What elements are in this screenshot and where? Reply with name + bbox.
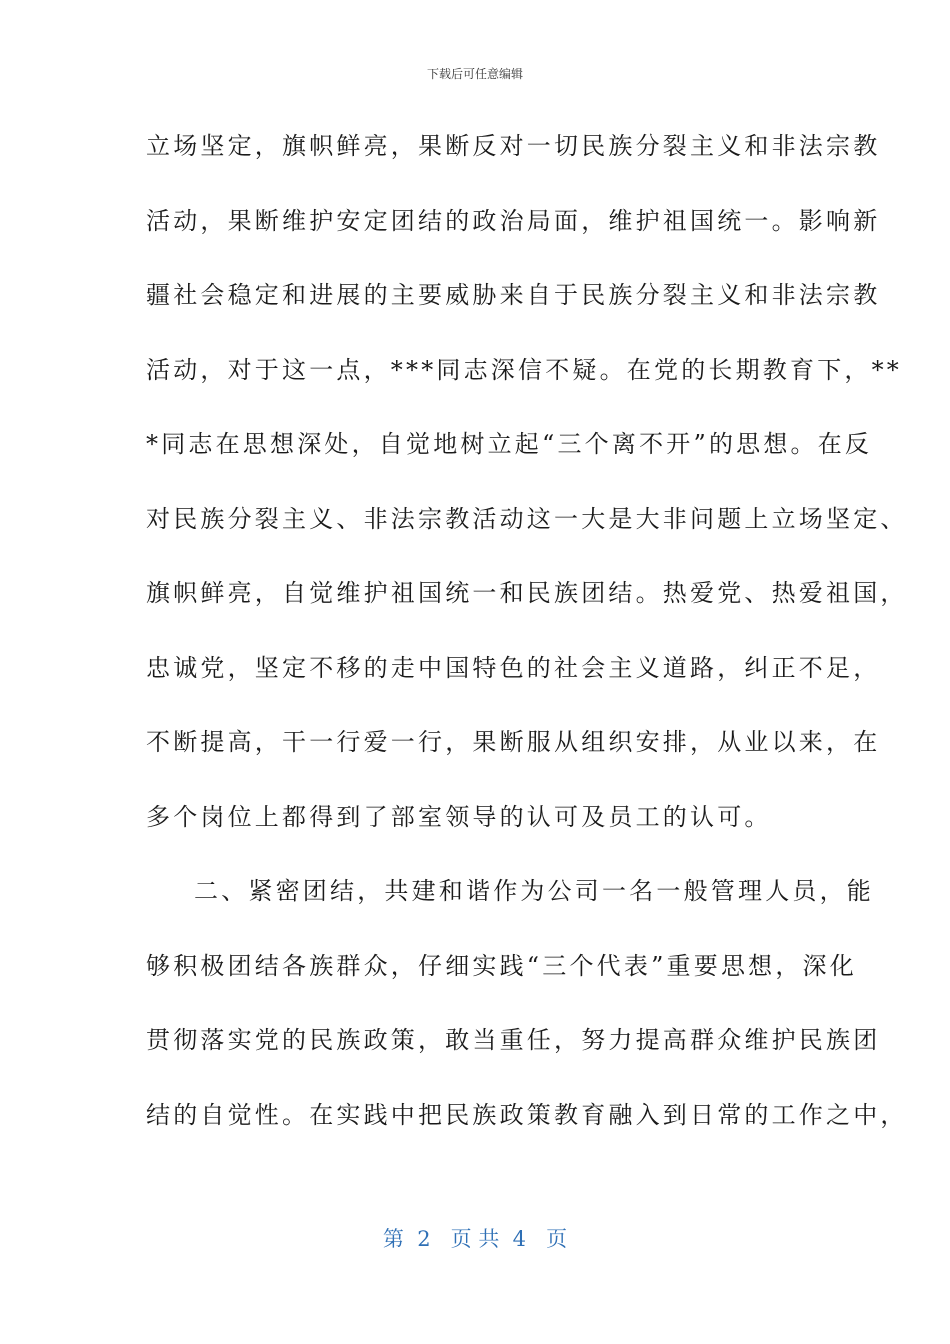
body-line: 贯彻落实党的民族政策，敢当重任，努力提高群众维护民族团 <box>146 1026 881 1054</box>
body-line: 多个岗位上都得到了部室领导的认可及员工的认可。 <box>146 802 772 831</box>
body-line: 结的自觉性。在实践中把民族政策教育融入到日常的工作之中， <box>146 1100 908 1129</box>
page-number-footer: 第 2 页 共 4 页 <box>382 1227 568 1251</box>
body-line: 忠诚党，坚定不移的走中国特色的社会主义道路，纠正不足， <box>146 653 881 682</box>
body-line: 立场坚定，旗帜鲜亮，果断反对一切民族分裂主义和非法宗教 <box>146 132 881 160</box>
body-line: 活动，对于这一点，***同志深信不疑。在党的长期教育下，** <box>146 355 902 384</box>
body-line: 不断提高，干一行爱一行，果断服从组织安排，从业以来，在 <box>146 728 881 756</box>
body-line: 活动，果断维护安定团结的政治局面，维护祖国统一。影响新 <box>146 206 881 235</box>
body-line: *同志在思想深处，自觉地树立起“三个离不开”的思想。在反 <box>146 430 873 458</box>
body-line: 疆社会稳定和进展的主要威胁来自于民族分裂主义和非法宗教 <box>146 281 881 309</box>
paragraph-start-line: 二、紧密团结，共建和谐作为公司一名一般管理人员，能 <box>194 877 874 905</box>
page-header: 下载后可任意编辑 <box>426 67 523 81</box>
body-line: 对民族分裂主义、非法宗教活动这一大是大非问题上立场坚定、 <box>146 504 908 533</box>
body-line: 旗帜鲜亮，自觉维护祖国统一和民族团结。热爱党、热爱祖国， <box>146 579 908 607</box>
document-body <box>146 120 908 1163</box>
body-line: 够积极团结各族群众，仔细实践“三个代表”重要思想，深化 <box>146 951 857 980</box>
